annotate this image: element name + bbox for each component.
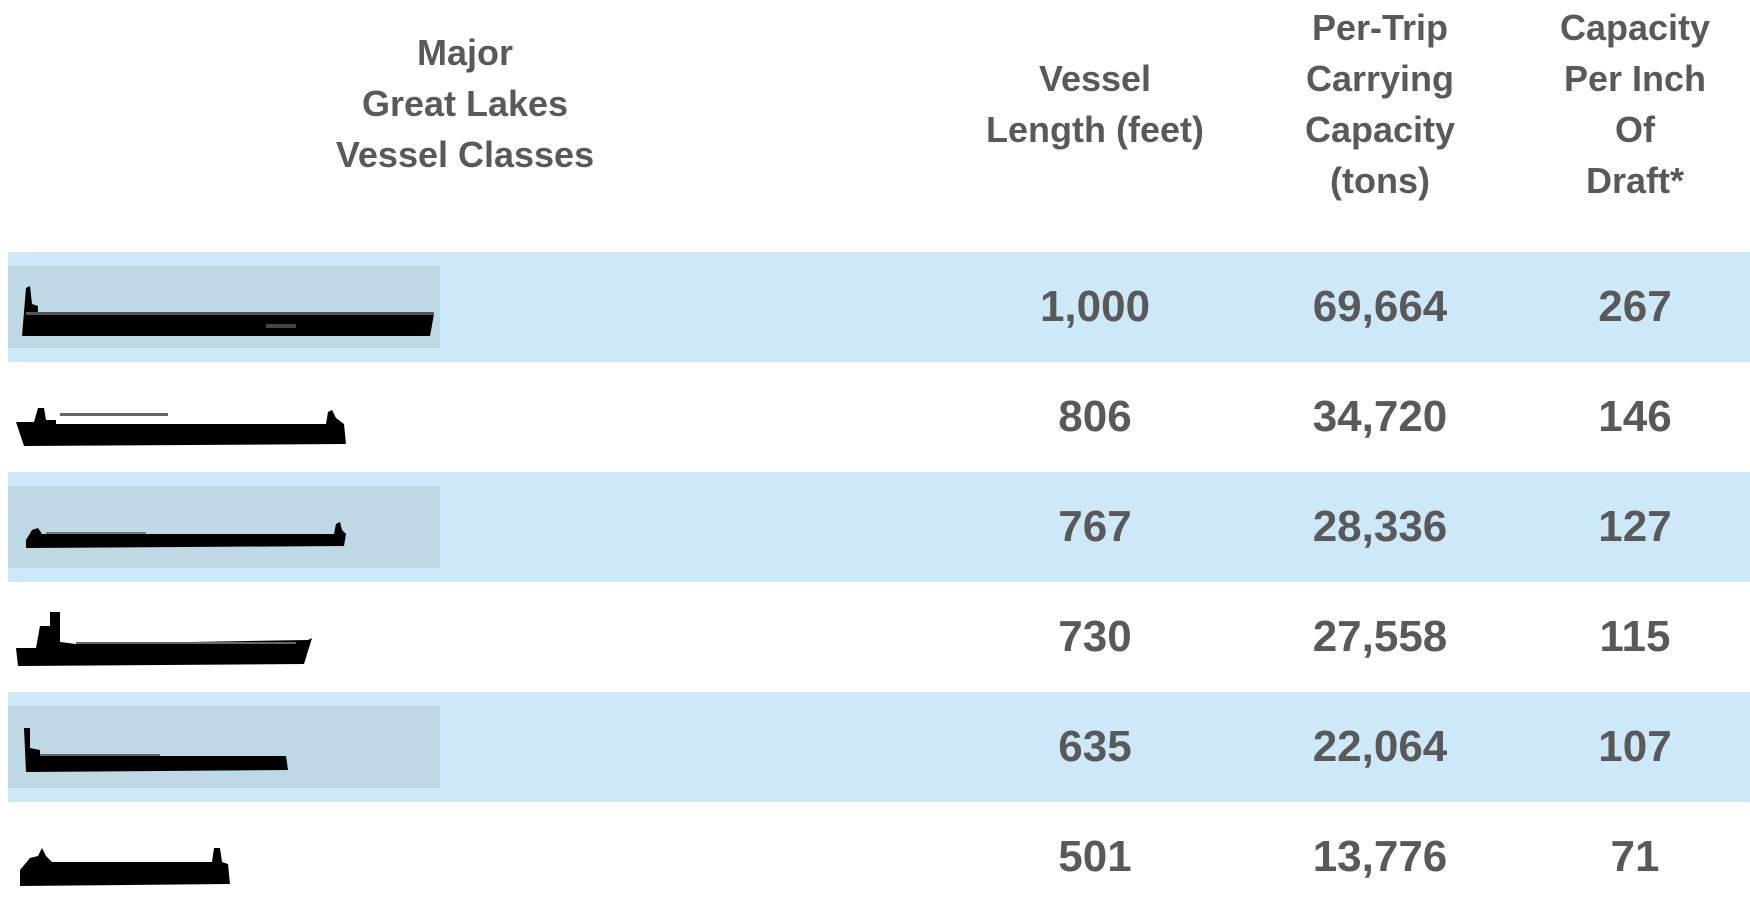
- per-inch-cell: 115: [1599, 612, 1671, 661]
- table-row: [8, 582, 1750, 692]
- thousand-footer-silhouette-icon: [16, 274, 436, 340]
- per-inch-cell: 127: [1598, 502, 1672, 551]
- header-per-trip-capacity: Per-Trip Carrying Capacity (tons): [1304, 7, 1456, 201]
- per-trip-cell: 27,558: [1312, 612, 1448, 661]
- ship-image: [8, 486, 440, 568]
- header-capacity-per-inch: Capacity Per Inch Of Draft*: [1559, 7, 1711, 201]
- per-inch-cell: 267: [1598, 282, 1672, 331]
- length-cell: 501: [1058, 832, 1132, 881]
- per-inch-cell: 107: [1598, 722, 1672, 771]
- laker-501-silhouette-icon: [16, 824, 436, 890]
- length-cell: 730: [1058, 612, 1132, 661]
- table-row: [8, 692, 1750, 802]
- length-cell: 1,000: [1039, 282, 1151, 331]
- per-trip-cell: 34,720: [1312, 392, 1448, 441]
- table-row: [8, 802, 1750, 912]
- length-cell: 635: [1058, 722, 1132, 771]
- table-row: [8, 362, 1750, 472]
- ship-image: [8, 706, 440, 788]
- table-row: [8, 252, 1750, 362]
- per-inch-cell: 71: [1610, 832, 1660, 881]
- per-trip-cell: 13,776: [1312, 832, 1448, 881]
- per-trip-cell: 28,336: [1312, 502, 1448, 551]
- header-vessel-length: Vessel Length (feet): [986, 58, 1204, 150]
- per-trip-cell: 69,664: [1312, 282, 1448, 331]
- header-vessel-classes: Major Great Lakes Vessel Classes: [335, 32, 595, 175]
- length-cell: 767: [1058, 502, 1132, 551]
- table-row: [8, 472, 1750, 582]
- laker-767-silhouette-icon: [16, 494, 436, 560]
- laker-730-silhouette-icon: [16, 604, 436, 670]
- ship-image: [8, 596, 440, 678]
- laker-635-silhouette-icon: [16, 714, 436, 780]
- per-inch-cell: 146: [1598, 392, 1672, 441]
- length-cell: 806: [1058, 392, 1132, 441]
- self-unloader-806-silhouette-icon: [16, 384, 436, 450]
- per-trip-cell: 22,064: [1312, 722, 1448, 771]
- ship-image: [8, 376, 440, 458]
- ship-image: [8, 266, 440, 348]
- ship-image: [8, 816, 440, 898]
